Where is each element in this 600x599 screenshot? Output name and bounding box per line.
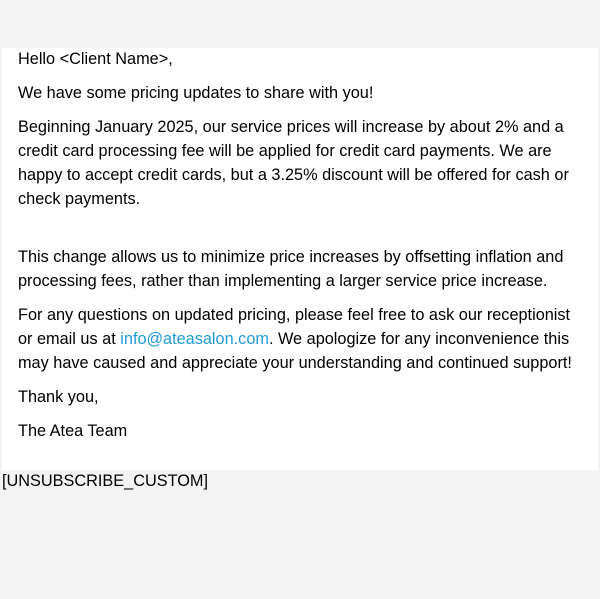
- thanks-line: Thank you,: [18, 388, 99, 406]
- pricing-paragraph: Beginning January 2025, our service prices will increase by about 2% and a credit card processing fee will be applied for credit card payments. We are happy to accept credit cards, but a 3.25% discount will be offered for cash or check payments.: [18, 118, 569, 208]
- unsubscribe-placeholder: [UNSUBSCRIBE_CUSTOM]: [2, 472, 208, 490]
- greeting: Hello <Client Name>,: [18, 50, 173, 68]
- questions-text-before: For any questions on updated pricing, please feel free to ask our receptionist or email us at: [18, 306, 571, 348]
- intro-text: We have some pricing updates to share with you!: [18, 84, 374, 102]
- questions-paragraph: [18, 303, 582, 375]
- contact-email-link[interactable]: info@ateasalon.com: [120, 330, 269, 348]
- change-paragraph: This change allows us to minimize price increases by offsetting inflation and processing fees, rather than implementing a larger service price increase.: [18, 248, 564, 290]
- signoff: The Atea Team: [18, 422, 128, 440]
- email-body: [2, 48, 598, 470]
- questions-text-after: . We apologize for any inconvenience this may have caused and appreciate your understanding and continued support!: [18, 330, 572, 372]
